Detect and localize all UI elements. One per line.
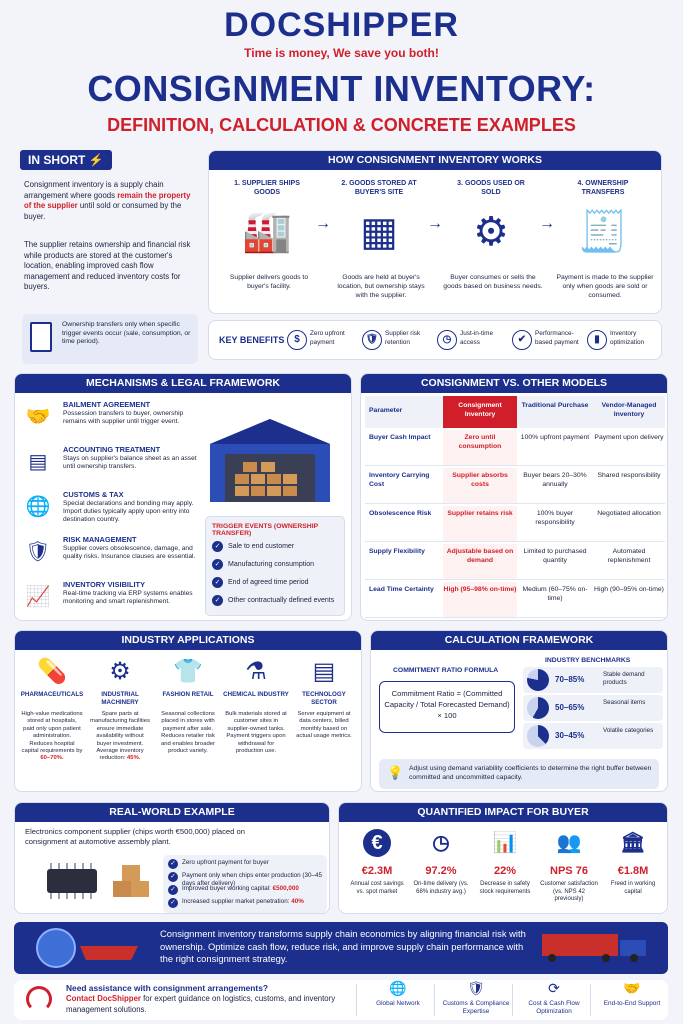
warehouse-illustration bbox=[205, 414, 335, 504]
boxes-icon bbox=[109, 861, 153, 901]
banner-text: Consignment inventory transforms supply chain economics by aligning financial risk with ownership. Optimize cash flow, reduce risk, and improve supply chain performance with the right consignment strategy. bbox=[160, 928, 526, 964]
table-header: Consignment Inventory bbox=[443, 396, 517, 428]
benchmark-label: Stable demand products bbox=[603, 671, 645, 686]
industry-item-title: PHARMACEUTICALS bbox=[20, 691, 84, 698]
tagline: Time is money, We save you both! bbox=[244, 46, 439, 60]
step-desc: Supplier delivers goods to buyer's facility. bbox=[229, 274, 309, 290]
contact-link[interactable]: Contact DocShipper bbox=[66, 994, 141, 1003]
logo: DOCSHIPPER bbox=[224, 6, 459, 44]
impact-value: 22% bbox=[493, 865, 517, 877]
page-title: CONSIGNMENT INVENTORY: bbox=[87, 68, 596, 109]
impact-value: €1.8M bbox=[617, 865, 649, 877]
in-short-note bbox=[22, 314, 198, 364]
table-row-label: Lead Time Certainty bbox=[365, 582, 443, 618]
table-cell: 100% buyer responsibility bbox=[517, 506, 593, 542]
factory-icon: 🏭 bbox=[242, 210, 292, 254]
benefit-label: Performance-based payment bbox=[535, 330, 579, 346]
clock-icon: ◷ bbox=[432, 832, 450, 854]
benchmark-range: 30–45% bbox=[555, 731, 585, 740]
mech-item-desc: Supplier covers obsolescence, damage, and quality risks. Insurance clauses are essential. bbox=[63, 545, 196, 561]
tshirt-icon: 👕 bbox=[173, 658, 203, 685]
example-check-item: Zero upfront payment for buyer bbox=[182, 859, 269, 866]
industry-item-desc: Bulk materials stored at customer sites in supplier-owned tanks. Payment triggers upon withdrawal for production use. bbox=[225, 711, 287, 755]
table-cell: Negotiated allocation bbox=[593, 506, 665, 542]
service-label: End-to-End Support bbox=[603, 1000, 661, 1007]
lightbulb-icon: 💡 bbox=[387, 765, 404, 780]
impact-desc: Customer satisfaction (vs. NPS 42 previously) bbox=[540, 881, 598, 903]
table-row-label: Buyer Cash Impact bbox=[365, 430, 443, 466]
mech-item-title: BAILMENT AGREEMENT bbox=[63, 400, 151, 409]
table-row-label: Supply Flexibility bbox=[365, 544, 443, 580]
server-icon: ▤ bbox=[312, 658, 336, 685]
invoice-coins-icon: 🧾 bbox=[578, 210, 628, 254]
globe-icon: 🌐 bbox=[389, 980, 407, 996]
benchmark-range: 70–85% bbox=[555, 675, 585, 684]
mech-item-title: CUSTOMS & TAX bbox=[63, 490, 124, 499]
table-cell: Limited to purchased quantity bbox=[517, 544, 593, 580]
impact-desc: Decrease in safety stock requirements bbox=[479, 881, 531, 895]
headset-icon bbox=[26, 986, 52, 1012]
tip-box bbox=[379, 759, 659, 789]
check-icon: ✓ bbox=[168, 859, 178, 869]
check-icon: ✓ bbox=[168, 898, 178, 908]
document-icon bbox=[30, 322, 52, 352]
shelves-icon: ▦ bbox=[360, 210, 398, 254]
summary-banner bbox=[14, 922, 668, 974]
arrow-right-icon: → bbox=[315, 215, 331, 232]
step-desc: Goods are held at buyer's location, but ownership stays with the supplier. bbox=[337, 274, 425, 299]
bar-growth-icon: 📊 bbox=[492, 832, 518, 854]
compare-card bbox=[360, 373, 668, 621]
mech-item-desc: Special declarations and bonding may apply. Import duties typically apply upon entry into destination country. bbox=[63, 500, 194, 524]
service-label: Cost & Cash Flow Optimization bbox=[528, 1000, 580, 1015]
industry-item-desc: Spare parts at manufacturing facilities ensure immediate availability without buyer investment. Average inventory reduction: 45%. bbox=[90, 711, 150, 762]
benefits-label: KEY BENEFITS bbox=[219, 335, 285, 345]
mech-item-desc: Possession transfers to buyer, ownership remains with supplier until trigger event. bbox=[63, 410, 184, 426]
impact-value: NPS 76 bbox=[550, 865, 588, 877]
benchmark-range: 50–65% bbox=[555, 703, 585, 712]
impact-desc: Annual cost savings vs. spot market bbox=[350, 881, 404, 895]
benefit-label: Zero upfront payment bbox=[310, 330, 345, 346]
industry-item-title: INDUSTRIAL MACHINERY bbox=[101, 691, 139, 706]
table-header: Parameter bbox=[365, 396, 443, 428]
calc-card bbox=[370, 630, 668, 792]
check-icon: ✓ bbox=[212, 595, 223, 606]
table-cell: High (90–95% on-time) bbox=[593, 582, 665, 618]
chip-icon bbox=[37, 861, 107, 901]
formula-label: COMMITMENT RATIO FORMULA bbox=[393, 667, 499, 674]
industry-title: INDUSTRY APPLICATIONS bbox=[15, 631, 361, 650]
bolt-icon: ⚡ bbox=[88, 153, 104, 167]
table-cell: Shared responsibility bbox=[593, 468, 665, 504]
gear-icon: ⚙ bbox=[109, 658, 131, 685]
trigger-item: End of agreed time period bbox=[228, 579, 309, 586]
impact-card bbox=[338, 802, 668, 914]
step-desc: Buyer consumes or sells the goods based on business needs. bbox=[443, 274, 543, 290]
example-card bbox=[14, 802, 330, 914]
formula-box: Commitment Ratio = (Committed Capacity / Total Forecasted Demand) × 100 bbox=[379, 681, 515, 733]
industry-item-title: CHEMICAL INDUSTRY bbox=[223, 691, 289, 698]
service-label: Global Network bbox=[376, 1000, 420, 1007]
industry-card bbox=[14, 630, 362, 792]
benchmark-label: Volatile categories bbox=[603, 727, 654, 734]
table-cell: Buyer bears 20–30% annually bbox=[517, 468, 593, 504]
clock-icon: ◷ bbox=[437, 330, 457, 350]
globe-icon bbox=[36, 928, 76, 968]
in-short-label: IN SHORT ⚡ bbox=[20, 150, 112, 170]
table-cell: Supplier absorbs costs bbox=[443, 468, 517, 504]
benchmark-pie bbox=[527, 669, 549, 691]
service-divider bbox=[590, 984, 591, 1016]
industry-item-desc: Seasonal collections placed in stores with payment after sale. Reduces retailer risk and enables broader product variety. bbox=[160, 711, 216, 755]
in-short-p2: The supplier retains ownership and financial risk while products are stored at the customer's location, enabling improved cash flow management and reduced inventory costs for buyers. bbox=[24, 240, 191, 291]
table-cell: Medium (60–75% on-time) bbox=[517, 582, 593, 618]
flask-icon: ⚗ bbox=[245, 658, 267, 685]
check-icon: ✓ bbox=[212, 577, 223, 588]
monitor-chart-icon: 📈 bbox=[25, 586, 51, 608]
benchmark-box bbox=[523, 723, 663, 749]
shield-check-icon: 🛡 bbox=[25, 541, 51, 563]
footer-contact: Contact DocShipper for expert guidance on logistics, customs, and inventory management solutions. bbox=[66, 994, 336, 1014]
mech-title: MECHANISMS & LEGAL FRAMEWORK bbox=[15, 374, 351, 393]
benefit-label: Inventory optimization bbox=[610, 330, 645, 346]
table-header: Traditional Purchase bbox=[517, 396, 593, 428]
dollar-icon: $ bbox=[287, 330, 307, 350]
industry-item-title: FASHION RETAIL bbox=[162, 691, 214, 698]
benefit-label: Supplier risk retention bbox=[385, 330, 421, 346]
table-cell: Automated replenishment bbox=[593, 544, 665, 580]
bench-title: INDUSTRY BENCHMARKS bbox=[545, 657, 631, 664]
pill-bottle-icon: 💊 bbox=[37, 658, 67, 685]
impact-value: 97.2% bbox=[425, 865, 457, 877]
check-icon: ✓ bbox=[212, 541, 223, 552]
check-icon: ✓ bbox=[168, 885, 178, 895]
benchmark-box bbox=[523, 695, 663, 721]
in-short-card bbox=[14, 148, 200, 368]
benchmark-pie bbox=[527, 697, 549, 719]
impact-desc: Freed in working capital bbox=[610, 881, 656, 895]
service-label: Customs & Compliance Expertise bbox=[442, 1000, 510, 1015]
table-cell: 100% upfront payment bbox=[517, 430, 593, 466]
benchmark-box bbox=[523, 667, 663, 693]
service-divider bbox=[512, 984, 513, 1016]
handshake-icon: 🤝 bbox=[25, 406, 51, 428]
benefit-label: Just-in-time access bbox=[460, 330, 494, 346]
mech-card bbox=[14, 373, 352, 621]
step-title: 4. OWNERSHIP TRANSFERS bbox=[577, 180, 629, 196]
industry-item-desc: Server equipment at data centers, billed monthly based on actual usage metrics. bbox=[296, 711, 352, 740]
how-card bbox=[208, 150, 662, 314]
globe-icon: 🌐 bbox=[25, 496, 51, 518]
industry-item-desc: High-value medications stored at hospitals, paid only upon patient administration. Reduces hospital capital requirements by 60–70%. bbox=[21, 711, 83, 762]
industry-item-title: TECHNOLOGY SECTOR bbox=[302, 691, 346, 706]
table-cell: Payment upon delivery bbox=[593, 430, 665, 466]
example-title: REAL-WORLD EXAMPLE bbox=[15, 803, 329, 822]
bar-chart-icon: ▮ bbox=[587, 330, 607, 350]
step-title: 2. GOODS STORED AT BUYER'S SITE bbox=[341, 180, 417, 196]
tip-text: Adjust using demand variability coefficients to determine the right buffer between committed and uncommitted capacity. bbox=[409, 765, 652, 781]
example-intro: Electronics component supplier (chips worth €500,000) placed on consignment at automotive assembly plant. bbox=[25, 827, 245, 846]
shield-user-icon: 🛡 bbox=[362, 330, 382, 350]
benchmark-pie bbox=[527, 725, 549, 747]
impact-value: €2.3M bbox=[361, 865, 393, 877]
trigger-item: Manufacturing consumption bbox=[228, 561, 314, 568]
in-short-p1: Consignment inventory is a supply chain arrangement where goods remain the property of the supplier until sold or consumed by the buyer. bbox=[24, 180, 191, 221]
benefits-card bbox=[208, 320, 662, 360]
check-badge-icon: ✔ bbox=[512, 330, 532, 350]
impact-desc: On-time delivery (vs. 68% industry avg.) bbox=[413, 881, 469, 895]
mech-item-desc: Real-time tracking via ERP systems enables monitoring and smart replenishment. bbox=[63, 590, 193, 606]
handshake-icon: 🤝 bbox=[623, 980, 641, 996]
example-check-item: Increased supplier market penetration: 40% bbox=[182, 898, 304, 905]
trigger-title: TRIGGER EVENTS (OWNERSHIP TRANSFER) bbox=[212, 523, 318, 537]
truck-icon bbox=[542, 934, 652, 962]
gear-cart-icon: ⚙ bbox=[473, 210, 509, 254]
trigger-box bbox=[205, 516, 345, 616]
table-row-label: Inventory Carrying Cost bbox=[365, 468, 443, 504]
compare-title: CONSIGNMENT VS. OTHER MODELS bbox=[361, 374, 667, 393]
impact-title: QUANTIFIED IMPACT FOR BUYER bbox=[339, 803, 667, 822]
trigger-item: Other contractually defined events bbox=[228, 597, 335, 604]
trigger-item: Sale to end customer bbox=[228, 543, 295, 550]
mech-item-title: INVENTORY VISIBILITY bbox=[63, 580, 145, 589]
cash-flow-icon: ⟳ bbox=[548, 980, 560, 996]
shield-check-icon: 🛡 bbox=[467, 980, 485, 996]
calc-title: CALCULATION FRAMEWORK bbox=[371, 631, 667, 650]
example-checklist bbox=[163, 855, 327, 913]
table-cell: Supplier retains risk bbox=[443, 506, 517, 542]
footer-question: Need assistance with consignment arrangements? bbox=[66, 983, 268, 993]
step-desc: Payment is made to the supplier only when goods are sold or consumed. bbox=[556, 274, 654, 299]
mech-item-title: RISK MANAGEMENT bbox=[63, 535, 137, 544]
page-subtitle: DEFINITION, CALCULATION & CONCRETE EXAMPLES bbox=[107, 115, 576, 135]
check-icon: ✓ bbox=[212, 559, 223, 570]
mech-item-desc: Stays on supplier's balance sheet as an asset until ownership transfers. bbox=[63, 455, 197, 471]
arrow-right-icon: → bbox=[539, 215, 555, 232]
table-cell: Zero until consumption bbox=[443, 430, 517, 466]
calculator-icon: ▤ bbox=[28, 451, 48, 473]
mech-item-title: ACCOUNTING TREATMENT bbox=[63, 445, 161, 454]
ship-icon bbox=[80, 946, 138, 960]
service-divider bbox=[434, 984, 435, 1016]
note-text: Ownership transfers only when specific trigger events occur (sale, consumption, or time period). bbox=[62, 321, 191, 345]
step-title: 1. SUPPLIER SHIPS GOODS bbox=[234, 180, 300, 196]
euro-icon: € bbox=[363, 829, 391, 857]
benchmark-label: Seasonal items bbox=[603, 699, 646, 706]
table-cell: Adjustable based on demand bbox=[443, 544, 517, 580]
check-icon: ✓ bbox=[168, 872, 178, 882]
footer-card bbox=[14, 980, 668, 1020]
example-check-item: Payment only when chips enter production (30–45 days after delivery) bbox=[182, 872, 323, 887]
table-row-label: Obsolescence Risk bbox=[365, 506, 443, 542]
table-header: Vendor-Managed Inventory bbox=[593, 396, 665, 428]
table-cell: High (95–98% on-time) bbox=[443, 582, 517, 618]
bank-icon: 🏛 bbox=[620, 832, 646, 854]
step-title: 3. GOODS USED OR SOLD bbox=[457, 180, 525, 196]
how-title: HOW CONSIGNMENT INVENTORY WORKS bbox=[209, 151, 661, 170]
people-icon: 👥 bbox=[556, 832, 582, 854]
arrow-right-icon: → bbox=[427, 215, 443, 232]
example-check-item: Improved buyer working capital: €500,000 bbox=[182, 885, 299, 892]
service-divider bbox=[356, 984, 357, 1016]
